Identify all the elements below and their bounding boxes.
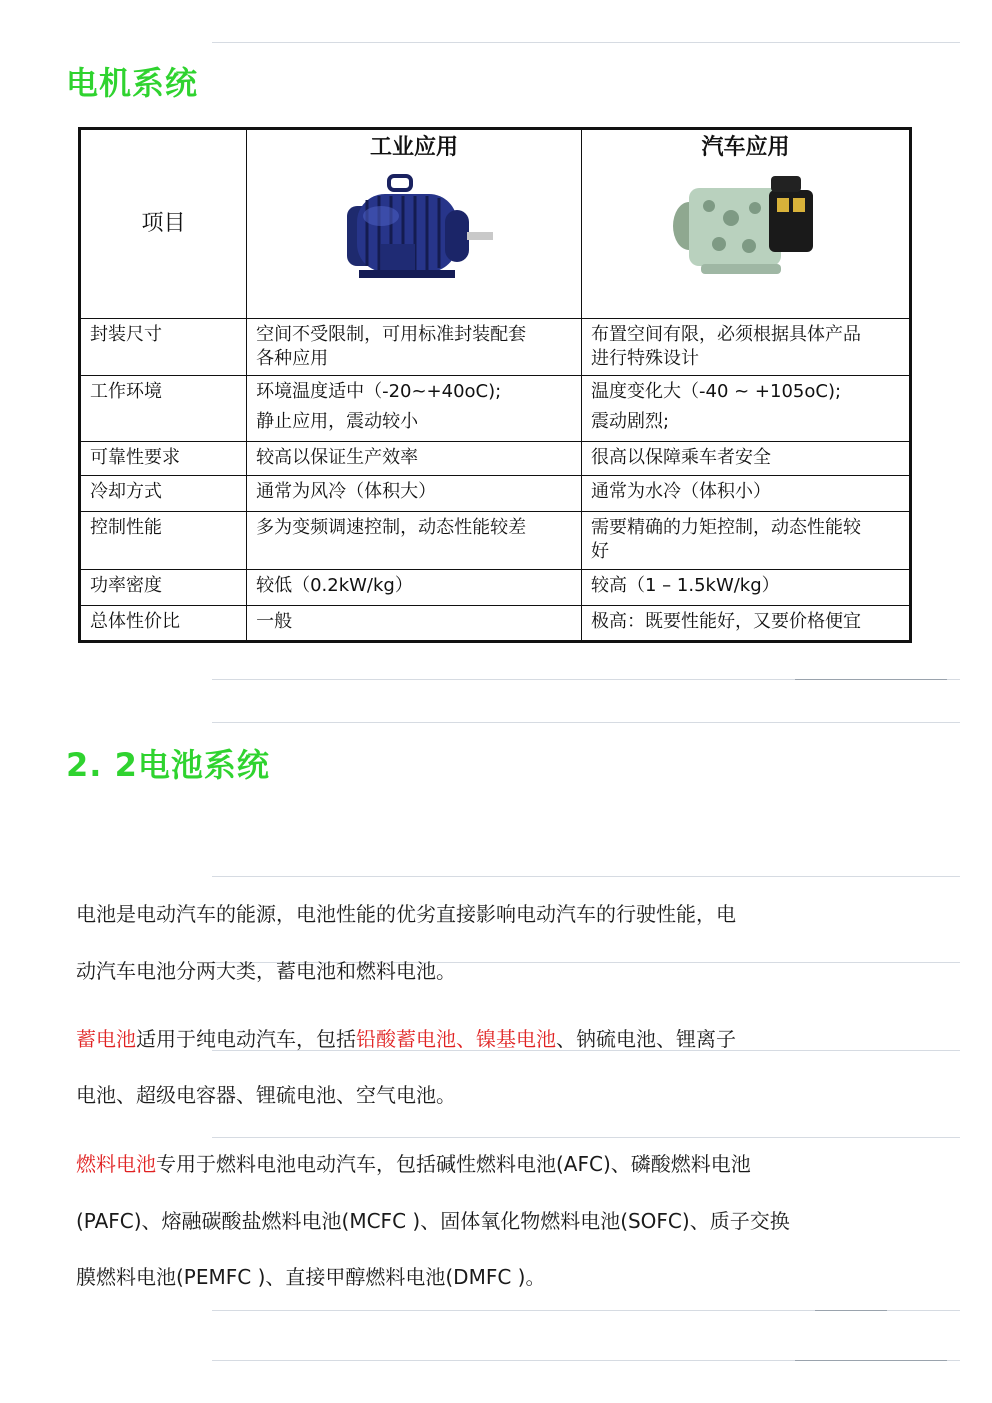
paragraph-text: 适用于纯电动汽车，包括 [136, 1027, 356, 1051]
paragraph-line [76, 1150, 751, 1178]
automotive-motor-icon [661, 166, 831, 286]
cell-line: 布置空间有限，必须根据具体产品 [591, 324, 861, 345]
auto-title: 汽车应用 [701, 135, 790, 160]
divider [212, 876, 960, 877]
table-row [80, 376, 911, 442]
auto-cell [582, 319, 911, 376]
row-item: 封装尺寸 [80, 319, 247, 376]
industrial-title: 工业应用 [370, 135, 459, 160]
table-row [80, 606, 911, 642]
table-row [80, 512, 911, 570]
table-header-row [80, 129, 911, 319]
cell-line: 震动剧烈; [591, 411, 670, 432]
row-item: 功率密度 [80, 570, 247, 606]
auto-cell [582, 512, 911, 570]
section-title-battery: 2. 2电池系统 [66, 746, 270, 784]
industrial-cell [247, 319, 582, 376]
cell-line: 需要精确的力矩控制，动态性能较 [591, 517, 861, 538]
table-row [80, 319, 911, 376]
row-item: 控制性能 [80, 512, 247, 570]
row-item: 冷却方式 [80, 476, 247, 512]
row-item: 总体性价比 [80, 606, 247, 642]
table-row [80, 442, 911, 476]
paragraph-text: 专用于燃料电池电动汽车，包括碱性燃料电池(AFC)、磷酸燃料电池 [156, 1152, 751, 1176]
industrial-cell: 较高以保证生产效率 [247, 442, 582, 476]
cell-line: 环境温度适中（-20~+40oC); [256, 381, 502, 402]
table-row [80, 476, 911, 512]
paragraph-line: 电池、超级电容器、锂硫电池、空气电池。 [76, 1083, 456, 1107]
divider [815, 1310, 887, 1311]
item-header: 项目 [80, 129, 247, 319]
row-item: 可靠性要求 [80, 442, 247, 476]
industrial-cell: 较低（0.2kW/kg） [247, 570, 582, 606]
industrial-cell [247, 376, 582, 442]
row-item: 工作环境 [80, 376, 247, 442]
table-row [80, 570, 911, 606]
auto-cell: 极高：既要性能好，又要价格便宜 [582, 606, 911, 642]
divider [212, 1137, 960, 1138]
auto-cell: 很高以保障乘车者安全 [582, 442, 911, 476]
industrial-cell: 多为变频调速控制，动态性能较差 [247, 512, 582, 570]
industrial-cell: 通常为风冷（体积大） [247, 476, 582, 512]
paragraph-line [76, 1025, 736, 1053]
auto-cell: 较高（1 – 1.5kW/kg） [582, 570, 911, 606]
divider [212, 42, 960, 43]
section-title-motor: 电机系统 [66, 64, 199, 102]
paragraph-line: 膜燃料电池(PEMFC )、直接甲醇燃料电池(DMFC )。 [76, 1265, 546, 1289]
cell-line: 好 [591, 541, 609, 562]
auto-cell [582, 376, 911, 442]
paragraph-line: 电池是电动汽车的能源，电池性能的优劣直接影响电动汽车的行驶性能，电 [76, 902, 736, 926]
industrial-column-header [247, 129, 582, 319]
cell-line: 静止应用，震动较小 [256, 411, 419, 432]
highlight-text: 铅酸蓄电池、镍基电池 [356, 1027, 556, 1051]
paragraph-text: 、钠硫电池、锂离子 [556, 1027, 736, 1051]
highlight-text: 燃料电池 [76, 1152, 156, 1176]
motor-comparison-table [78, 127, 912, 643]
divider [212, 722, 960, 723]
industrial-motor-icon [329, 166, 499, 286]
highlight-text: 蓄电池 [76, 1027, 136, 1051]
industrial-cell: 一般 [247, 606, 582, 642]
cell-line: 各种应用 [256, 348, 329, 369]
cell-line: 温度变化大（-40 ~ +105oC); [591, 381, 842, 402]
cell-line: 空间不受限制，可用标准封装配套 [256, 324, 527, 345]
paragraph-line: 动汽车电池分两大类，蓄电池和燃料电池。 [76, 959, 456, 983]
cell-line: 进行特殊设计 [591, 348, 699, 369]
divider [795, 679, 947, 680]
paragraph-line: (PAFC)、熔融碳酸盐燃料电池(MCFC )、固体氧化物燃料电池(SOFC)、质子交换 [76, 1209, 790, 1233]
divider [795, 1360, 947, 1361]
auto-column-header [582, 129, 911, 319]
auto-cell: 通常为水冷（体积小） [582, 476, 911, 512]
